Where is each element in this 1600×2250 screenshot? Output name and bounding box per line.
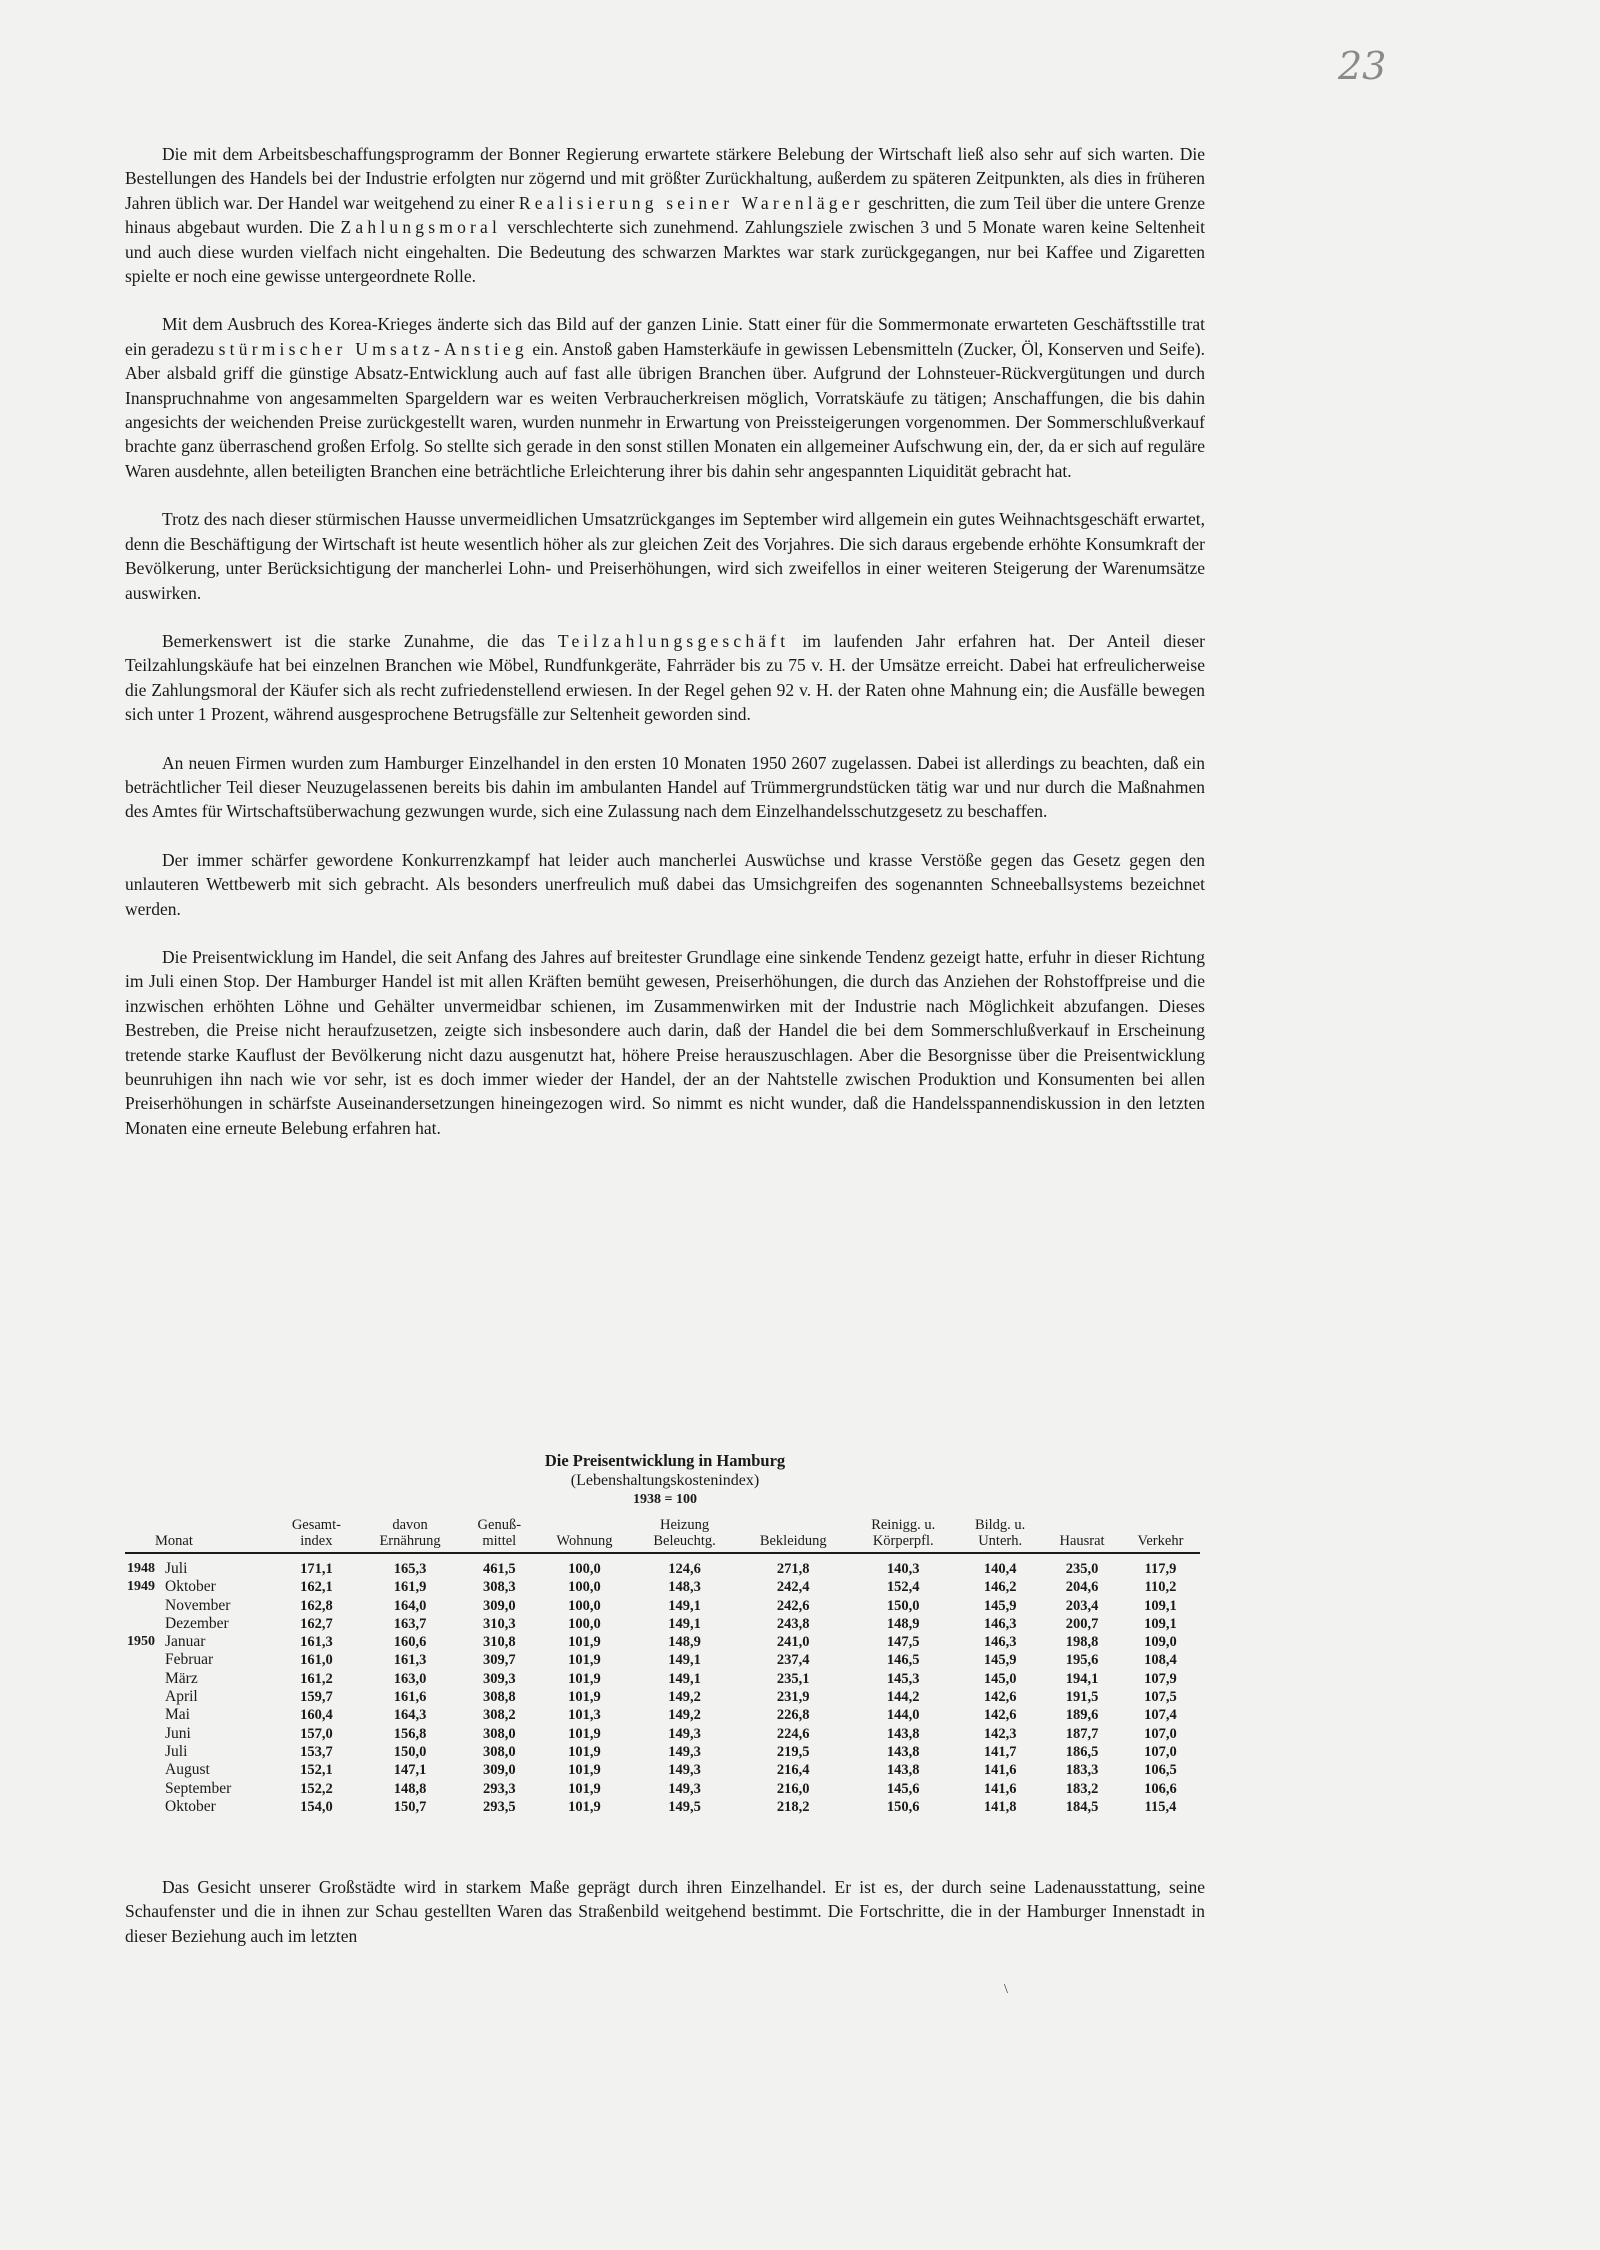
table-cell: 101,9	[568, 1725, 601, 1742]
table-cell: 143,8	[886, 1725, 920, 1742]
table-cell: 106,5	[1144, 1762, 1177, 1779]
table-cell: 161,2	[300, 1670, 333, 1687]
table-cell: 243,8	[776, 1615, 810, 1632]
row-month: August	[165, 1761, 210, 1779]
table-cell: 154,0	[300, 1798, 333, 1815]
table-cell: 149,5	[668, 1798, 701, 1815]
table-cell: 146,5	[886, 1652, 920, 1669]
table-cell: 237,4	[776, 1652, 810, 1669]
table-cell: 117,9	[1144, 1561, 1177, 1577]
table-cell: 160,6	[393, 1634, 427, 1651]
table-cell: 194,1	[1065, 1670, 1099, 1687]
table-cell: 152,4	[886, 1579, 920, 1596]
table-cell: 195,6	[1065, 1652, 1099, 1669]
table-cell: 308,0	[482, 1725, 516, 1742]
table-cell: 152,2	[300, 1780, 333, 1797]
table-row	[125, 1670, 1200, 1688]
table-cell: 109,1	[1144, 1615, 1177, 1632]
table-cell: 308,0	[482, 1743, 516, 1760]
paragraph-4: Bemerkenswert ist die starke Zunahme, die das Teilzahlungsgeschäft im laufenden Jahr erfahren hat. Der Anteil dieser Teilzahlungskäufe hat bei einzelnen Branchen wie Möbel, Rundfunkgeräte, Fahrräder bis zu 75 v. H. der Umsätze erreicht. Dabei hat erfreulicherweise die Zahlungsmoral der Käufer sich als recht zufriedenstellend erwiesen. In der Regel gehen 92 v. H. der Raten ohne Mahnung ein; die Ausfälle bewegen sich unter 1 Prozent, während ausgesprochene Betrugsfälle zur Seltenheit geworden sind.	[125, 630, 1205, 725]
table-cell: 146,3	[983, 1634, 1017, 1651]
header-ernaehrung: davon Ernährung	[358, 1517, 461, 1553]
row-year	[125, 1706, 163, 1724]
header-wohnung: Wohnung	[537, 1517, 632, 1553]
row-year	[125, 1725, 163, 1743]
paragraph-6: Der immer schärfer gewordene Konkurrenzkampf hat leider auch mancherlei Auswüchse und krasse Verstöße gegen das Gesetz gegen den unlauteren Wettbewerb mit sich gebracht. Als besonders unerfreulich muß dabei das Umsichgreifen des sogenannten Schneeballsystems bezeichnet werden.	[125, 849, 1205, 919]
table-cell: 183,2	[1065, 1780, 1099, 1797]
table-cell: 153,7	[300, 1743, 333, 1760]
table-header-row	[125, 1517, 1200, 1553]
table-cell: 142,6	[983, 1689, 1017, 1706]
table-cell: 101,9	[568, 1634, 601, 1651]
header-monat: Monat	[125, 1517, 274, 1553]
table-cell: 148,9	[886, 1615, 920, 1632]
row-year	[125, 1670, 163, 1688]
table-cell: 100,0	[568, 1579, 601, 1596]
row-year	[125, 1597, 163, 1615]
table-cell: 149,3	[668, 1780, 701, 1797]
table-cell: 203,4	[1065, 1597, 1099, 1614]
row-year: 1948	[127, 1561, 155, 1576]
table-cell: 309,0	[482, 1597, 516, 1614]
table-cell: 149,3	[668, 1743, 701, 1760]
table-cell: 101,9	[568, 1652, 601, 1669]
spaced-emphasis: stürmischer Umsatz-Anstieg	[218, 338, 528, 359]
table-cell: 271,8	[776, 1561, 810, 1577]
table-row	[125, 1688, 1200, 1706]
row-month: Juli	[165, 1742, 188, 1760]
table-cell: 242,4	[776, 1579, 810, 1596]
table-cell: 162,8	[300, 1597, 333, 1614]
table-cell: 235,1	[776, 1670, 810, 1687]
table-cell: 149,1	[668, 1615, 701, 1632]
row-year: 1950	[127, 1634, 155, 1650]
row-year	[125, 1615, 163, 1633]
table-body	[125, 1553, 1200, 1816]
table-cell: 310,3	[482, 1615, 516, 1632]
table-cell: 144,0	[886, 1707, 920, 1724]
table-cell: 149,3	[668, 1762, 701, 1779]
table-cell: 101,9	[568, 1762, 601, 1779]
table-cell: 142,6	[983, 1707, 1017, 1724]
row-month: September	[165, 1779, 232, 1797]
table-cell: 165,3	[393, 1561, 427, 1577]
table-cell: 241,0	[776, 1634, 810, 1651]
table-cell: 219,5	[776, 1743, 810, 1760]
table-cell: 145,3	[886, 1670, 920, 1687]
row-month: März	[165, 1669, 198, 1687]
table-cell: 163,7	[393, 1615, 427, 1632]
table-cell: 309,7	[482, 1652, 516, 1669]
table-cell: 143,8	[886, 1743, 920, 1760]
table-subtitle: (Lebenshaltungskostenindex)	[570, 1472, 760, 1489]
table-cell: 100,0	[568, 1561, 601, 1577]
table-cell: 161,0	[300, 1652, 333, 1669]
table-cell: 184,5	[1065, 1798, 1099, 1815]
table-cell: 107,5	[1144, 1689, 1177, 1706]
row-month: Februar	[165, 1651, 214, 1669]
table-cell: 163,0	[393, 1670, 427, 1687]
table-cell: 160,4	[300, 1707, 333, 1724]
table-row	[125, 1597, 1200, 1615]
table-cell: 309,0	[482, 1762, 516, 1779]
table-cell: 198,8	[1065, 1634, 1099, 1651]
table-cell: 149,2	[668, 1707, 701, 1724]
table-row	[125, 1780, 1200, 1798]
row-month: November	[165, 1596, 231, 1614]
table-cell: 141,7	[983, 1743, 1017, 1760]
table-cell: 101,9	[568, 1798, 601, 1815]
table-cell: 141,8	[983, 1798, 1017, 1815]
paragraph-1: Die mit dem Arbeitsbeschaffungsprogramm der Bonner Regierung erwartete stärkere Belebung der Wirtschaft ließ also sehr auf sich warten. Die Bestellungen des Handels bei der Industrie erfolgten nur zögernd und mit größter Zurückhaltung, außerdem zu späteren Zeitpunkten, als dies in früheren Jahren üblich war. Der Handel war weitgehend zu einer Realisierung seiner Warenläger geschritten, die zum Teil über die untere Grenze hinaus abgebaut wurden. Die Zahlungsmoral verschlechterte sich zunehmend. Zahlungsziele zwischen 3 und 5 Monate waren keine Seltenheit und auch diese wurden vielfach nicht eingehalten. Die Bedeutung des schwarzen Marktes war stark zurückgegangen, nur bei Kaffee und Zigaretten spielte er noch eine gewisse untergeordnete Rolle.	[125, 144, 1205, 287]
spaced-emphasis: Zahlungsmoral	[340, 217, 502, 238]
table-cell: 149,2	[668, 1689, 701, 1706]
table-cell: 204,6	[1065, 1579, 1099, 1596]
table-cell: 171,1	[300, 1561, 333, 1577]
table-cell: 226,8	[776, 1707, 810, 1724]
table-cell: 100,0	[568, 1597, 601, 1614]
paragraph-7: Die Preisentwicklung im Handel, die seit Anfang des Jahres auf breitester Grundlage eine sinkende Tendenz gezeigt hatte, erfuhr in dieser Richtung im Juli einen Stop. Der Hamburger Handel ist mit allen Kräften bemüht gewesen, Preiserhöhungen, die durch das Anziehen der Rohstoffpreise und die inzwischen erhöhten Löhne und Gehälter unvermeidbar schienen, im Zusammenwirken mit der Industrie nach Möglichkeit abzufangen. Dieses Bestreben, die Preise nicht heraufzusetzen, zeigte sich insbesondere auch darin, daß der Handel die bei dem Sommerschlußverkauf in Erscheinung tretende starke Kauflust der Bevölkerung nicht dazu ausgenutzt hat, höhere Preise herauszuschlagen. Aber die Besorgnisse über die Preisentwicklung beunruhigen ihn nach wie vor sehr, ist es doch immer wieder der Handel, der an der Nahtstelle zwischen Produktion und Konsumenten bei allen Preiserhöhungen in schärfste Auseinandersetzungen hineingezogen wird. So nimmt es nicht wunder, daß die Handelsspannendiskussion in den letzten Monaten eine erneute Belebung erfahren hat.	[125, 946, 1205, 1138]
table-cell: 101,9	[568, 1670, 601, 1687]
paragraph-2: Mit dem Ausbruch des Korea-Krieges änderte sich das Bild auf der ganzen Linie. Statt einer für die Sommermonate erwarteten Geschäftsstille trat ein geradezu stürmischer Umsatz-Anstieg ein. Anstoß gaben Hamsterkäufe in gewissen Lebensmitteln (Zucker, Öl, Konserven und Seife). Aber alsbald griff die günstige Absatz-Entwicklung auch auf fast alle übrigen Branchen über. Aufgrund der Lohnsteuer-Rückvergütungen und durch Inanspruchnahme von angesammelten Spargeldern war es weiten Verbraucherkreisen möglich, Vorratskäufe zu tätigen; Anschaffungen, die bis dahin angesichts der weichenden Preise zurückgestellt waren, wurden nunmehr in Erwartung von Preissteigerungen vorgenommen. Der Sommerschlußverkauf brachte ganz überraschend großen Erfolg. So stellte sich gerade in den sonst stillen Monaten ein allgemeiner Aufschwung ein, der, da er sich auf reguläre Waren ausdehnte, allen beteiligten Branchen eine beträchtliche Erleichterung ihrer bis dahin sehr angespannten Liquidität gebracht hat.	[125, 314, 1206, 481]
table-cell: 191,5	[1065, 1689, 1099, 1706]
price-index-table	[125, 1517, 1200, 1816]
table-cell: 242,6	[776, 1597, 810, 1614]
row-year	[125, 1688, 163, 1706]
header-bekleidung: Bekleidung	[737, 1517, 849, 1553]
table-cell: 141,6	[983, 1762, 1017, 1779]
table-row	[125, 1578, 1200, 1596]
paragraph-5: An neuen Firmen wurden zum Hamburger Einzelhandel in den ersten 10 Monaten 1950 2607 zugelassen. Dabei ist allerdings zu beachten, daß ein beträchtlicher Teil dieser Neuzugelassenen bereits bis dahin im ambulanten Handel auf Trümmergrundstücken tätig war und nur durch die Maßnahmen des Amtes für Wirtschaftsüberwachung gezwungen wurde, sich eine Zulassung nach dem Einzelhandelsschutzgesetz zu beschaffen.	[125, 752, 1205, 822]
table-cell: 150,0	[886, 1597, 920, 1614]
table-cell: 149,1	[668, 1670, 701, 1687]
table-cell: 293,5	[482, 1798, 516, 1815]
table-cell: 143,8	[886, 1762, 920, 1779]
paragraph-3: Trotz des nach dieser stürmischen Hausse unvermeidlichen Umsatzrückganges im September wird allgemein ein gutes Weihnachtsgeschäft erwartet, denn die Beschäftigung der Wirtschaft ist heute wesentlich höher als zur gleichen Zeit des Vorjahres. Die sich daraus ergebende erhöhte Konsumkraft der Bevölkerung, unter Berücksichtigung der mancherlei Lohn- und Preiserhöhungen, wird sich zweifellos in einer weiteren Steigerung der Warenumsätze auswirken.	[125, 509, 1205, 603]
row-year	[125, 1651, 163, 1669]
table-cell: 308,2	[482, 1707, 516, 1724]
table-cell: 101,9	[568, 1689, 601, 1706]
table-cell: 145,0	[983, 1670, 1017, 1687]
header-heizung: Heizung Beleuchtg.	[632, 1517, 737, 1553]
table-cell: 161,3	[300, 1634, 333, 1651]
row-month: Dezember	[165, 1614, 229, 1632]
table-cell: 161,3	[393, 1652, 427, 1669]
row-year: 1949	[127, 1579, 155, 1595]
header-verkehr: Verkehr	[1121, 1517, 1200, 1553]
table-row	[125, 1633, 1200, 1651]
table-cell: 106,6	[1144, 1780, 1177, 1797]
table-cell: 140,4	[983, 1561, 1017, 1577]
table-cell: 293,3	[482, 1780, 516, 1797]
table-cell: 109,1	[1144, 1597, 1177, 1614]
table-cell: 147,5	[886, 1634, 920, 1651]
table-cell: 115,4	[1144, 1798, 1177, 1815]
page-number: 23	[1338, 44, 1387, 88]
row-month: Juli	[165, 1560, 188, 1577]
table-cell: 100,0	[568, 1615, 601, 1632]
header-genussmittel: Genuß- mittel	[462, 1517, 537, 1553]
table-cell: 231,9	[776, 1689, 810, 1706]
row-month: Oktober	[165, 1578, 216, 1596]
table-row	[125, 1651, 1200, 1669]
table-base-year: 1938 = 100	[633, 1492, 697, 1507]
table-cell: 164,0	[393, 1597, 427, 1614]
table-cell: 150,6	[886, 1798, 920, 1815]
table-cell: 144,2	[886, 1689, 920, 1706]
table-cell: 183,3	[1065, 1762, 1099, 1779]
row-year	[125, 1761, 163, 1779]
table-cell: 157,0	[300, 1725, 333, 1742]
table-cell: 218,2	[776, 1798, 810, 1815]
table-cell: 145,6	[886, 1780, 920, 1797]
table-title: Die Preisentwicklung in Hamburg	[544, 1451, 786, 1470]
table-cell: 308,3	[482, 1579, 516, 1596]
header-hausrat: Hausrat	[1043, 1517, 1121, 1553]
row-year	[125, 1743, 163, 1761]
table-cell: 200,7	[1065, 1615, 1099, 1632]
table-row	[125, 1725, 1200, 1743]
table-cell: 187,7	[1065, 1725, 1099, 1742]
table-cell: 189,6	[1065, 1707, 1099, 1724]
table-cell: 146,3	[983, 1615, 1017, 1632]
table-cell: 145,9	[983, 1597, 1017, 1614]
table-cell: 107,9	[1144, 1670, 1177, 1687]
table-cell: 108,4	[1144, 1652, 1177, 1669]
spaced-emphasis: Teilzahlungsgeschäft	[557, 630, 790, 651]
table-cell: 148,3	[668, 1579, 701, 1596]
table-cell: 161,6	[393, 1689, 427, 1706]
table-cell: 461,5	[482, 1561, 516, 1577]
row-month: April	[165, 1688, 198, 1706]
table-row	[125, 1706, 1200, 1724]
table-cell: 142,3	[983, 1725, 1017, 1742]
table-cell: 162,1	[300, 1579, 333, 1596]
table-cell: 149,1	[668, 1597, 701, 1614]
table-cell: 101,9	[568, 1743, 601, 1760]
table-cell: 110,2	[1144, 1579, 1177, 1596]
table-cell: 224,6	[776, 1725, 810, 1742]
table-cell: 186,5	[1065, 1743, 1099, 1760]
table-cell: 101,9	[568, 1780, 601, 1797]
table-cell: 216,0	[776, 1780, 810, 1797]
table-cell: 235,0	[1065, 1561, 1099, 1577]
table-row	[125, 1798, 1200, 1816]
body-text-upper	[125, 142, 1205, 1164]
table-cell: 109,0	[1144, 1634, 1177, 1651]
table-cell: 145,9	[983, 1652, 1017, 1669]
table-cell: 107,0	[1144, 1743, 1177, 1760]
table-cell: 141,6	[983, 1780, 1017, 1797]
row-year	[125, 1798, 163, 1816]
row-month: Oktober	[165, 1797, 216, 1815]
row-month: Mai	[165, 1706, 190, 1724]
row-month: Juni	[165, 1724, 191, 1742]
stray-mark: \	[1004, 1982, 1008, 1997]
header-reinigung: Reinigg. u. Körperpfl.	[849, 1517, 957, 1553]
table-cell: 308,8	[482, 1689, 516, 1706]
table-cell: 149,1	[668, 1652, 701, 1669]
table-cell: 150,0	[393, 1743, 427, 1760]
table-cell: 101,3	[568, 1707, 601, 1724]
header-bildung: Bildg. u. Unterh.	[957, 1517, 1043, 1553]
table-cell: 310,8	[482, 1634, 516, 1651]
table-cell: 140,3	[886, 1561, 920, 1577]
table-cell: 156,8	[393, 1725, 427, 1742]
paragraph-8: Das Gesicht unserer Großstädte wird in starkem Maße geprägt durch ihren Einzelhandel. Er ist es, der durch seine Ladenausstattung, seine Schaufenster und die in ihnen zur Schau gestellten Waren das Straßenbild weitgehend bestimmt. Die Fortschritte, die in der Hamburger Innenstadt in dieser Beziehung auch im letzten	[125, 1877, 1205, 1946]
table-row	[125, 1553, 1200, 1578]
table-cell: 159,7	[300, 1689, 333, 1706]
table-cell: 146,2	[983, 1579, 1017, 1596]
table-cell: 148,9	[668, 1634, 701, 1651]
table-cell: 152,1	[300, 1762, 333, 1779]
table-cell: 107,0	[1144, 1725, 1177, 1742]
table-cell: 162,7	[300, 1615, 333, 1632]
table-row	[125, 1615, 1200, 1633]
table-cell: 164,3	[393, 1707, 427, 1724]
row-month: Januar	[165, 1633, 206, 1651]
table-cell: 216,4	[776, 1762, 810, 1779]
table-row	[125, 1761, 1200, 1779]
spaced-emphasis: Realisierung seiner Warenläger	[518, 192, 864, 213]
table-cell: 309,3	[482, 1670, 516, 1687]
table-cell: 148,8	[393, 1780, 427, 1797]
table-cell: 147,1	[393, 1762, 427, 1779]
header-gesamtindex: Gesamt- index	[274, 1517, 358, 1553]
table-cell: 124,6	[668, 1561, 701, 1577]
table-cell: 150,7	[393, 1798, 427, 1815]
table-row	[125, 1743, 1200, 1761]
body-text-lower	[125, 1875, 1205, 1972]
row-year	[125, 1780, 163, 1798]
price-index-table-block	[125, 1450, 1205, 1816]
table-cell: 161,9	[393, 1579, 427, 1596]
table-cell: 149,3	[668, 1725, 701, 1742]
table-cell: 107,4	[1144, 1707, 1177, 1724]
